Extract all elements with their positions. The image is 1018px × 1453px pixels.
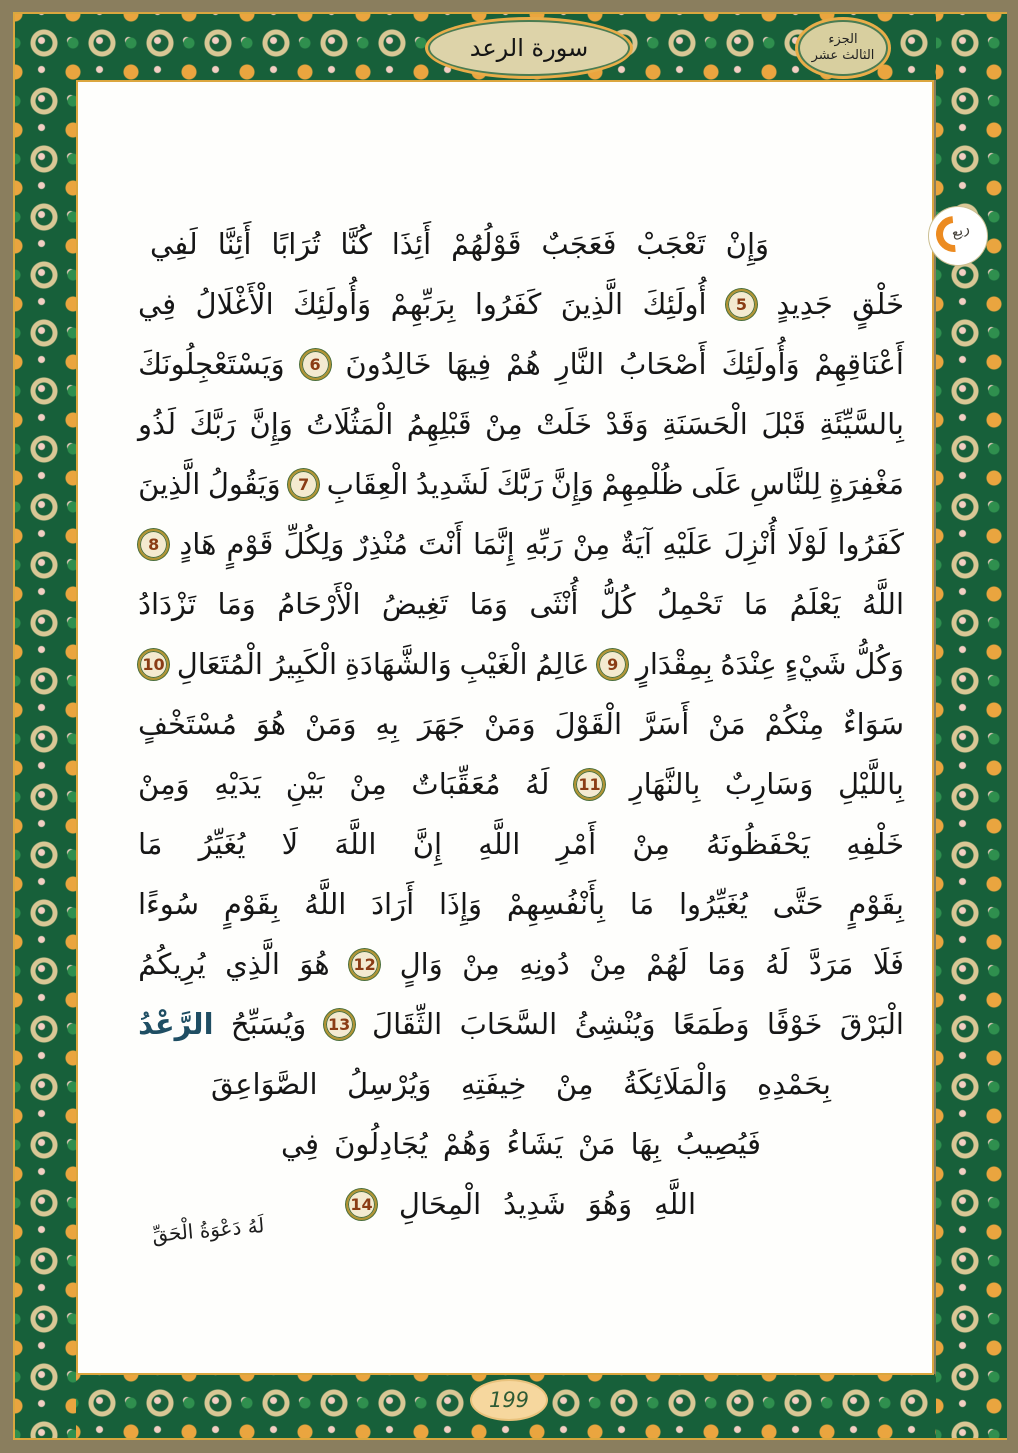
ayah-word: وَإِذَا	[438, 887, 483, 921]
ayah-word: فِي	[138, 287, 177, 321]
ayah-word: وَسَارِبٌ	[724, 767, 814, 801]
ayah-word: بِأَنْفُسِهِمْ	[506, 887, 606, 921]
ayah-word: قَبْلِهِمُ	[406, 407, 472, 441]
ayah-word: مَغْفِرَةٍ	[828, 467, 904, 501]
ayah-word: مِنْ	[632, 827, 670, 861]
ayah-word: وَيُنْشِئُ	[574, 1007, 656, 1041]
juz-label-oval	[798, 20, 888, 76]
ayah-word: فَعَجَبٌ	[541, 227, 617, 261]
ayah-word: الَّذِي	[225, 947, 280, 981]
ayah-word: مِنْ	[349, 767, 387, 801]
ayah-word: بِالنَّهَارِ	[629, 767, 701, 801]
ayah-word: بِهَا	[630, 1127, 661, 1161]
quran-line	[150, 214, 769, 274]
surah-title-cartouche	[428, 20, 630, 76]
ayah-word: أَصْحَابُ	[619, 347, 707, 381]
catchword-next-verse: لَهُ دَعْوَةُ الْحَقِّ	[151, 1213, 266, 1247]
ayah-word: اللَّهُ	[304, 887, 347, 921]
ayah-word: أَئِذَا	[391, 227, 432, 261]
ayah-word: يُغَيِّرُ	[198, 827, 246, 861]
ayah-word: أَسَرَّ	[640, 707, 690, 741]
ayah-number-badge: 6	[300, 349, 331, 380]
ayah-word: لَوْلَا	[786, 527, 828, 561]
ayah-word: وَإِنَّ	[550, 467, 594, 501]
ayah-word: الرَّعْدُ	[138, 1007, 214, 1041]
ayah-word: لَهُ	[765, 947, 790, 981]
ayah-word: رَبَّكَ	[496, 467, 544, 501]
ayah-word: اللَّهَ	[334, 827, 377, 861]
ayah-word: تَعْجَبْ	[636, 227, 706, 261]
ayah-word: وَمَنْ	[483, 707, 536, 741]
ayah-word: مِنْ	[589, 947, 627, 981]
ayah-word: فِي	[281, 1127, 320, 1161]
ayah-word: وَأُولَئِكَ	[293, 287, 372, 321]
ayah-word: بِهِ	[375, 707, 399, 741]
ayah-word: السَّحَابَ	[459, 1007, 558, 1041]
ayah-word: أَرَادَ	[371, 887, 415, 921]
quran-line	[281, 1114, 761, 1174]
ayah-word: أُنْزِلَ	[723, 527, 777, 561]
ayah-number-badge: 7	[288, 469, 319, 500]
ayah-word: هُوَ	[299, 947, 330, 981]
ayah-word: وَطَمَعًا	[672, 1007, 750, 1041]
ayah-number-badge: 14	[346, 1189, 377, 1220]
ayah-word: الْحَسَنَةِ	[662, 407, 748, 441]
ayah-word: وَالشَّهَادَةِ	[344, 647, 452, 681]
ayah-number-badge: 10	[138, 649, 169, 680]
ayah-word: الْمُتَعَالِ	[176, 647, 263, 681]
quran-line	[138, 634, 904, 694]
ayah-word: شَيْءٍ	[784, 647, 847, 681]
quran-line	[138, 994, 904, 1054]
ayah-word: مَا	[743, 587, 769, 621]
ayah-word: لَذُو	[138, 407, 177, 441]
ayah-word: أَئِنَّا	[217, 227, 252, 261]
ayah-word: مَا	[138, 827, 163, 861]
ayah-word: قَوْمٍ	[226, 527, 274, 561]
ayah-word: جَدِيدٍ	[776, 287, 833, 321]
ayah-word: ظُلْمِهِمْ	[601, 467, 684, 501]
ayah-word: خَلَتْ	[536, 407, 593, 441]
ayah-word: وَيَقُولُ	[207, 467, 281, 501]
ayah-word: يُجَادِلُونَ	[334, 1127, 428, 1161]
ayah-word: كُلُّ	[599, 587, 636, 621]
ayah-word: دُونِهِ	[519, 947, 570, 981]
ayah-word: اللَّهِ	[478, 827, 521, 861]
ayah-word: مِنْ	[572, 527, 611, 561]
ayah-word: لَهُمْ	[646, 947, 688, 981]
page-number-oval	[470, 1379, 548, 1421]
ayah-word: حَتَّى	[772, 887, 824, 921]
ayah-number-badge: 5	[726, 289, 757, 320]
ayah-word: رَبَّكَ	[189, 407, 237, 441]
ayah-word: وَهُوَ	[587, 1187, 633, 1221]
ayah-word: النَّارِ	[555, 347, 605, 381]
ayah-word: إِنَّمَا	[472, 527, 515, 561]
quran-line	[138, 394, 904, 454]
ornamental-border-left	[15, 14, 76, 1438]
ayah-word: عَالِمُ	[535, 647, 590, 681]
ayah-number-badge: 8	[138, 529, 169, 560]
ayah-word: مَنْ	[708, 707, 746, 741]
ayah-word: الْكَبِيرُ	[270, 647, 338, 681]
ayah-word: الْمِحَالِ	[398, 1187, 482, 1221]
ayah-word: اللَّهِ	[653, 1187, 696, 1221]
ayah-word: خِيفَتِهِ	[460, 1067, 527, 1101]
ayah-number-badge: 9	[597, 649, 628, 680]
quran-text	[138, 214, 904, 1234]
rub-hizb-marker	[929, 207, 987, 265]
ayah-word: وَمِنْ	[138, 767, 190, 801]
surah-title: سورة الرعد	[469, 34, 589, 62]
ayah-word: هَادٍ	[179, 527, 217, 561]
ayah-word: فَلَا	[872, 947, 904, 981]
ayah-word: وَقَدْ	[605, 407, 649, 441]
quran-line	[346, 1174, 696, 1234]
ayah-word: بِقَوْمٍ	[223, 887, 280, 921]
ayah-word: هُوَ	[255, 707, 287, 741]
ayah-word: خَوْفًا	[766, 1007, 823, 1041]
ayah-word: أَنْتَ	[418, 527, 463, 561]
ayah-word: كَفَرُوا	[474, 287, 542, 321]
page-number: 199	[488, 1388, 530, 1412]
ayah-word: مِنْ	[462, 947, 500, 981]
ayah-word: اللَّهُ	[861, 587, 904, 621]
ayah-word: سَوَاءٌ	[843, 707, 904, 741]
ayah-word: تَزْدَادُ	[138, 587, 197, 621]
quran-line	[138, 454, 904, 514]
quran-line	[138, 934, 904, 994]
quran-line	[138, 514, 904, 574]
ayah-word: الْقَوْلَ	[554, 707, 623, 741]
ayah-word: مَنْ	[577, 1127, 616, 1161]
ayah-word: خَلْفِهِ	[846, 827, 904, 861]
ayah-word: عَلَى	[691, 467, 743, 501]
ayah-word: مِنْكُمْ	[764, 707, 825, 741]
ayah-word: مِنْ	[485, 407, 523, 441]
ayah-word: يَعْلَمُ	[789, 587, 841, 621]
ayah-word: بِالسَّيِّئَةِ	[819, 407, 904, 441]
ayah-word: بَيْنِ	[285, 767, 325, 801]
ayah-word: يَدَيْهِ	[214, 767, 262, 801]
ayah-word: مَا	[629, 887, 655, 921]
ayah-word: وَإِنْ	[725, 227, 769, 261]
ayah-word: مُعَقِّبَاتٌ	[411, 767, 501, 801]
ayah-word: رَبِّهِ	[524, 527, 563, 561]
ayah-word: تُرَابًا	[271, 227, 321, 261]
ayah-word: أُنْثَى	[529, 587, 579, 621]
ayah-word: وَمَنْ	[304, 707, 357, 741]
ayah-word: فَيُصِيبُ	[676, 1127, 761, 1161]
quran-line	[138, 694, 904, 754]
ayah-word: وَالٍ	[399, 947, 443, 981]
ayah-word: بِاللَّيْلِ	[837, 767, 904, 801]
ayah-word: يَشَاءُ	[506, 1127, 563, 1161]
ayah-word: وَإِنَّ	[249, 407, 293, 441]
ayah-word: الصَّوَاعِقَ	[211, 1067, 318, 1101]
juz-label-line1: الجزء	[828, 31, 858, 47]
quran-line	[211, 1054, 831, 1114]
ayah-word: قَوْلُهُمْ	[451, 227, 522, 261]
ayah-word: كَفَرُوا	[837, 527, 904, 561]
ayah-number-badge: 13	[324, 1009, 355, 1040]
ayah-word: تَحْمِلُ	[656, 587, 723, 621]
ayah-word: الْأَغْلَالُ	[195, 287, 274, 321]
ayah-word: أُولَئِكَ	[642, 287, 707, 321]
ayah-word: وَمَا	[707, 947, 746, 981]
ayah-word: يَحْفَظُونَهُ	[706, 827, 811, 861]
ayah-word: الْمَثُلَاتُ	[306, 407, 394, 441]
ayah-word: لَهُ	[525, 767, 550, 801]
ayah-word: الْأَرْحَامُ	[277, 587, 361, 621]
ayah-word: مِنْ	[555, 1067, 594, 1101]
ayah-word: مُنْذِرٌ	[354, 527, 409, 561]
ayah-word: الْغَيْبِ	[459, 647, 528, 681]
ayah-word: لَشَدِيدُ	[415, 467, 490, 501]
ayah-word: وَلِكُلِّ	[283, 527, 345, 561]
ayah-word: كُنَّا	[340, 227, 372, 261]
ayah-word: بِمِقْدَارٍ	[635, 647, 713, 681]
ayah-word: بِقَوْمٍ	[848, 887, 904, 921]
ayah-word: إِنَّ	[412, 827, 443, 861]
ayah-word: وَالْمَلَائِكَةُ	[622, 1067, 728, 1101]
ayah-word: لَا	[281, 827, 299, 861]
ayah-word: آيَةٌ	[620, 527, 653, 561]
quran-line	[138, 874, 904, 934]
ayah-word: وَأُولَئِكَ	[721, 347, 800, 381]
ayah-word: الَّذِينَ	[560, 287, 624, 321]
quran-line	[138, 814, 904, 874]
ayah-word: وَيُرْسِلُ	[347, 1067, 432, 1101]
ayah-word: خَالِدُونَ	[345, 347, 432, 381]
ayah-word: تَغِيضُ	[381, 587, 449, 621]
ayah-number-badge: 11	[574, 769, 605, 800]
ayah-word: بِرَبِّهِمْ	[390, 287, 456, 321]
ayah-word: وَمَا	[469, 587, 508, 621]
ayah-word: مُسْتَخْفٍ	[138, 707, 237, 741]
ayah-word: وَهُمْ	[442, 1127, 492, 1161]
ayah-word: وَيُسَبِّحُ	[230, 1007, 307, 1041]
ayah-word: يُغَيِّرُوا	[678, 887, 748, 921]
ayah-word: شَدِيدُ	[503, 1187, 566, 1221]
ayah-word: جَهَرَ	[417, 707, 466, 741]
ayah-word: عَلَيْهِ	[662, 527, 714, 561]
ayah-word: الثِّقَالَ	[372, 1007, 443, 1041]
quran-line	[138, 274, 904, 334]
ayah-word: بِحَمْدِهِ	[757, 1067, 831, 1101]
ayah-word: سُوءًا	[138, 887, 200, 921]
ayah-word: هُمْ	[506, 347, 541, 381]
rub-hizb-label: ربع	[948, 219, 972, 242]
ayah-word: الْبَرْقَ	[839, 1007, 904, 1041]
ayah-word: وَكُلُّ	[854, 647, 904, 681]
ayah-word: أَعْنَاقِهِمْ	[814, 347, 904, 381]
ayah-word: الَّذِينَ	[138, 467, 201, 501]
ayah-number-badge: 12	[349, 949, 380, 980]
ayah-word: قَبْلَ	[761, 407, 806, 441]
quran-line	[138, 334, 904, 394]
ayah-word: يُرِيكُمُ	[138, 947, 206, 981]
ayah-word: مَرَدَّ	[808, 947, 854, 981]
ayah-word: لَفِي	[150, 227, 198, 261]
juz-label-line2: الثالث عشر	[811, 48, 875, 63]
ayah-word: وَمَا	[217, 587, 256, 621]
quran-line	[138, 574, 904, 634]
ayah-word: خَلْقٍ	[852, 287, 904, 321]
ayah-word: الْعِقَابِ	[326, 467, 409, 501]
ayah-word: عِنْدَهُ	[720, 647, 777, 681]
ayah-word: أَمْرِ	[556, 827, 597, 861]
quran-line	[138, 754, 904, 814]
ayah-word: وَيَسْتَعْجِلُونَكَ	[138, 347, 285, 381]
ayah-word: لِلنَّاسِ	[749, 467, 822, 501]
ayah-word: فِيهَا	[446, 347, 492, 381]
